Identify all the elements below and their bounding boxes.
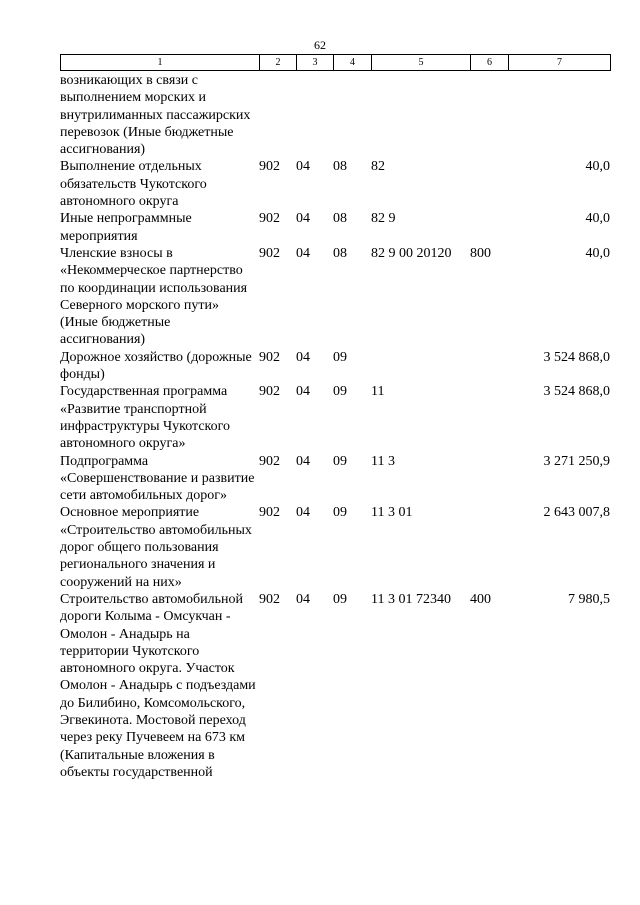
row-name: Государственная программа «Развитие транспортной инфраструктуры Чукотского автономного округа» xyxy=(60,384,231,452)
table-row xyxy=(60,383,610,452)
row-code-ministry: 902 xyxy=(259,349,280,365)
row-code-subsection: 08 xyxy=(333,159,347,175)
row-amount: 3 524 868,0 xyxy=(543,384,610,400)
row-code-expense-type xyxy=(470,453,508,505)
row-code-section: 04 xyxy=(296,591,310,607)
table-row xyxy=(60,72,610,158)
row-code-subsection: 09 xyxy=(333,505,347,521)
header-cell-7: 7 xyxy=(509,55,611,71)
row-name: Выполнение отдельных обязательств Чукотского автономного округа xyxy=(60,159,207,210)
row-code-ministry: 902 xyxy=(259,505,280,521)
row-code-subsection: 09 xyxy=(333,591,347,607)
row-code-expense-type xyxy=(470,349,508,384)
row-code-expense-type: 800 xyxy=(470,245,491,261)
budget-table-body xyxy=(60,72,610,781)
row-code-expense-type xyxy=(470,72,508,158)
row-code-ministry xyxy=(259,72,296,158)
row-code-section: 04 xyxy=(296,211,310,227)
header-cell-3: 3 xyxy=(297,55,334,71)
row-name: возникающих в связи с выполнением морских и внутрилиманных пассажирских перевозок (Иные бюджетные ассигнования) xyxy=(60,73,251,158)
row-code-target: 82 9 xyxy=(371,211,396,227)
row-code-expense-type: 400 xyxy=(470,591,491,607)
row-amount: 7 980,5 xyxy=(568,591,610,607)
header-cell-4: 4 xyxy=(334,55,372,71)
row-amount: 40,0 xyxy=(585,159,610,175)
row-code-subsection: 09 xyxy=(333,349,347,365)
row-name: Основное мероприятие «Строительство автомобильных дорог общего пользования регионального значения и сооружений на них» xyxy=(60,505,252,590)
row-code-section xyxy=(296,72,333,158)
row-code-target: 82 xyxy=(371,159,385,175)
header-cell-6: 6 xyxy=(471,55,509,71)
row-code-ministry: 902 xyxy=(259,245,280,261)
row-amount: 2 643 007,8 xyxy=(543,505,610,521)
row-code-subsection xyxy=(333,72,371,158)
row-code-ministry: 902 xyxy=(259,211,280,227)
row-amount: 40,0 xyxy=(585,245,610,261)
row-amount: 3 524 868,0 xyxy=(543,349,610,365)
row-code-section: 04 xyxy=(296,349,310,365)
table-row xyxy=(60,591,610,781)
row-code-section: 04 xyxy=(296,159,310,175)
table-row xyxy=(60,453,610,505)
row-amount xyxy=(508,72,610,158)
row-code-expense-type xyxy=(470,383,508,452)
table-row xyxy=(60,349,610,384)
row-amount: 3 271 250,9 xyxy=(543,453,610,469)
row-code-target xyxy=(371,349,470,384)
row-code-ministry: 902 xyxy=(259,384,280,400)
row-code-expense-type xyxy=(470,504,508,590)
row-code-ministry: 902 xyxy=(259,591,280,607)
row-code-expense-type xyxy=(470,210,508,245)
table-row xyxy=(60,158,610,210)
row-code-target xyxy=(371,72,470,158)
header-cell-1: 1 xyxy=(61,55,260,71)
table-row xyxy=(60,504,610,590)
row-code-section: 04 xyxy=(296,384,310,400)
header-row xyxy=(61,55,611,71)
row-name: Строительство автомобильной дороги Колыма - Омсукчан - Омолон - Анадырь на территории Чукотского автономного округа. Участок Омолон - Анадырь с подъездами до Билибино, Комсомольского, Эгвекинота. Мостовой переход через реку Пучевеем на 673 км (Капитальные вложения в объекты государственной xyxy=(60,591,256,780)
header-cell-2: 2 xyxy=(260,55,297,71)
row-code-section: 04 xyxy=(296,505,310,521)
column-number-header xyxy=(60,54,611,71)
table-row xyxy=(60,245,610,349)
row-code-expense-type xyxy=(470,158,508,210)
row-amount: 40,0 xyxy=(585,211,610,227)
row-name: Иные непрограммные мероприятия xyxy=(60,211,192,244)
budget-table xyxy=(60,72,610,781)
row-code-target: 82 9 00 20120 xyxy=(371,245,452,261)
row-code-section: 04 xyxy=(296,453,310,469)
row-code-target: 11 3 01 xyxy=(371,505,413,521)
row-code-ministry: 902 xyxy=(259,159,280,175)
row-code-target: 11 xyxy=(371,384,385,400)
row-code-target: 11 3 01 72340 xyxy=(371,591,451,607)
row-code-subsection: 09 xyxy=(333,453,347,469)
header-cell-5: 5 xyxy=(372,55,471,71)
row-name: Дорожное хозяйство (дорожные фонды) xyxy=(60,349,252,383)
row-code-subsection: 08 xyxy=(333,211,347,227)
row-code-ministry: 902 xyxy=(259,453,280,469)
row-name: Подпрограмма «Совершенствование и развитие сети автомобильных дорог» xyxy=(60,453,255,504)
row-name: Членские взносы в «Некоммерческое партнерство по координации использования Северного морского пути» (Иные бюджетные ассигнования) xyxy=(60,245,248,348)
row-code-section: 04 xyxy=(296,245,310,261)
page-number: 62 xyxy=(314,38,326,52)
row-code-subsection: 09 xyxy=(333,384,347,400)
row-code-target: 11 3 xyxy=(371,453,395,469)
row-code-subsection: 08 xyxy=(333,245,347,261)
table-row xyxy=(60,210,610,245)
